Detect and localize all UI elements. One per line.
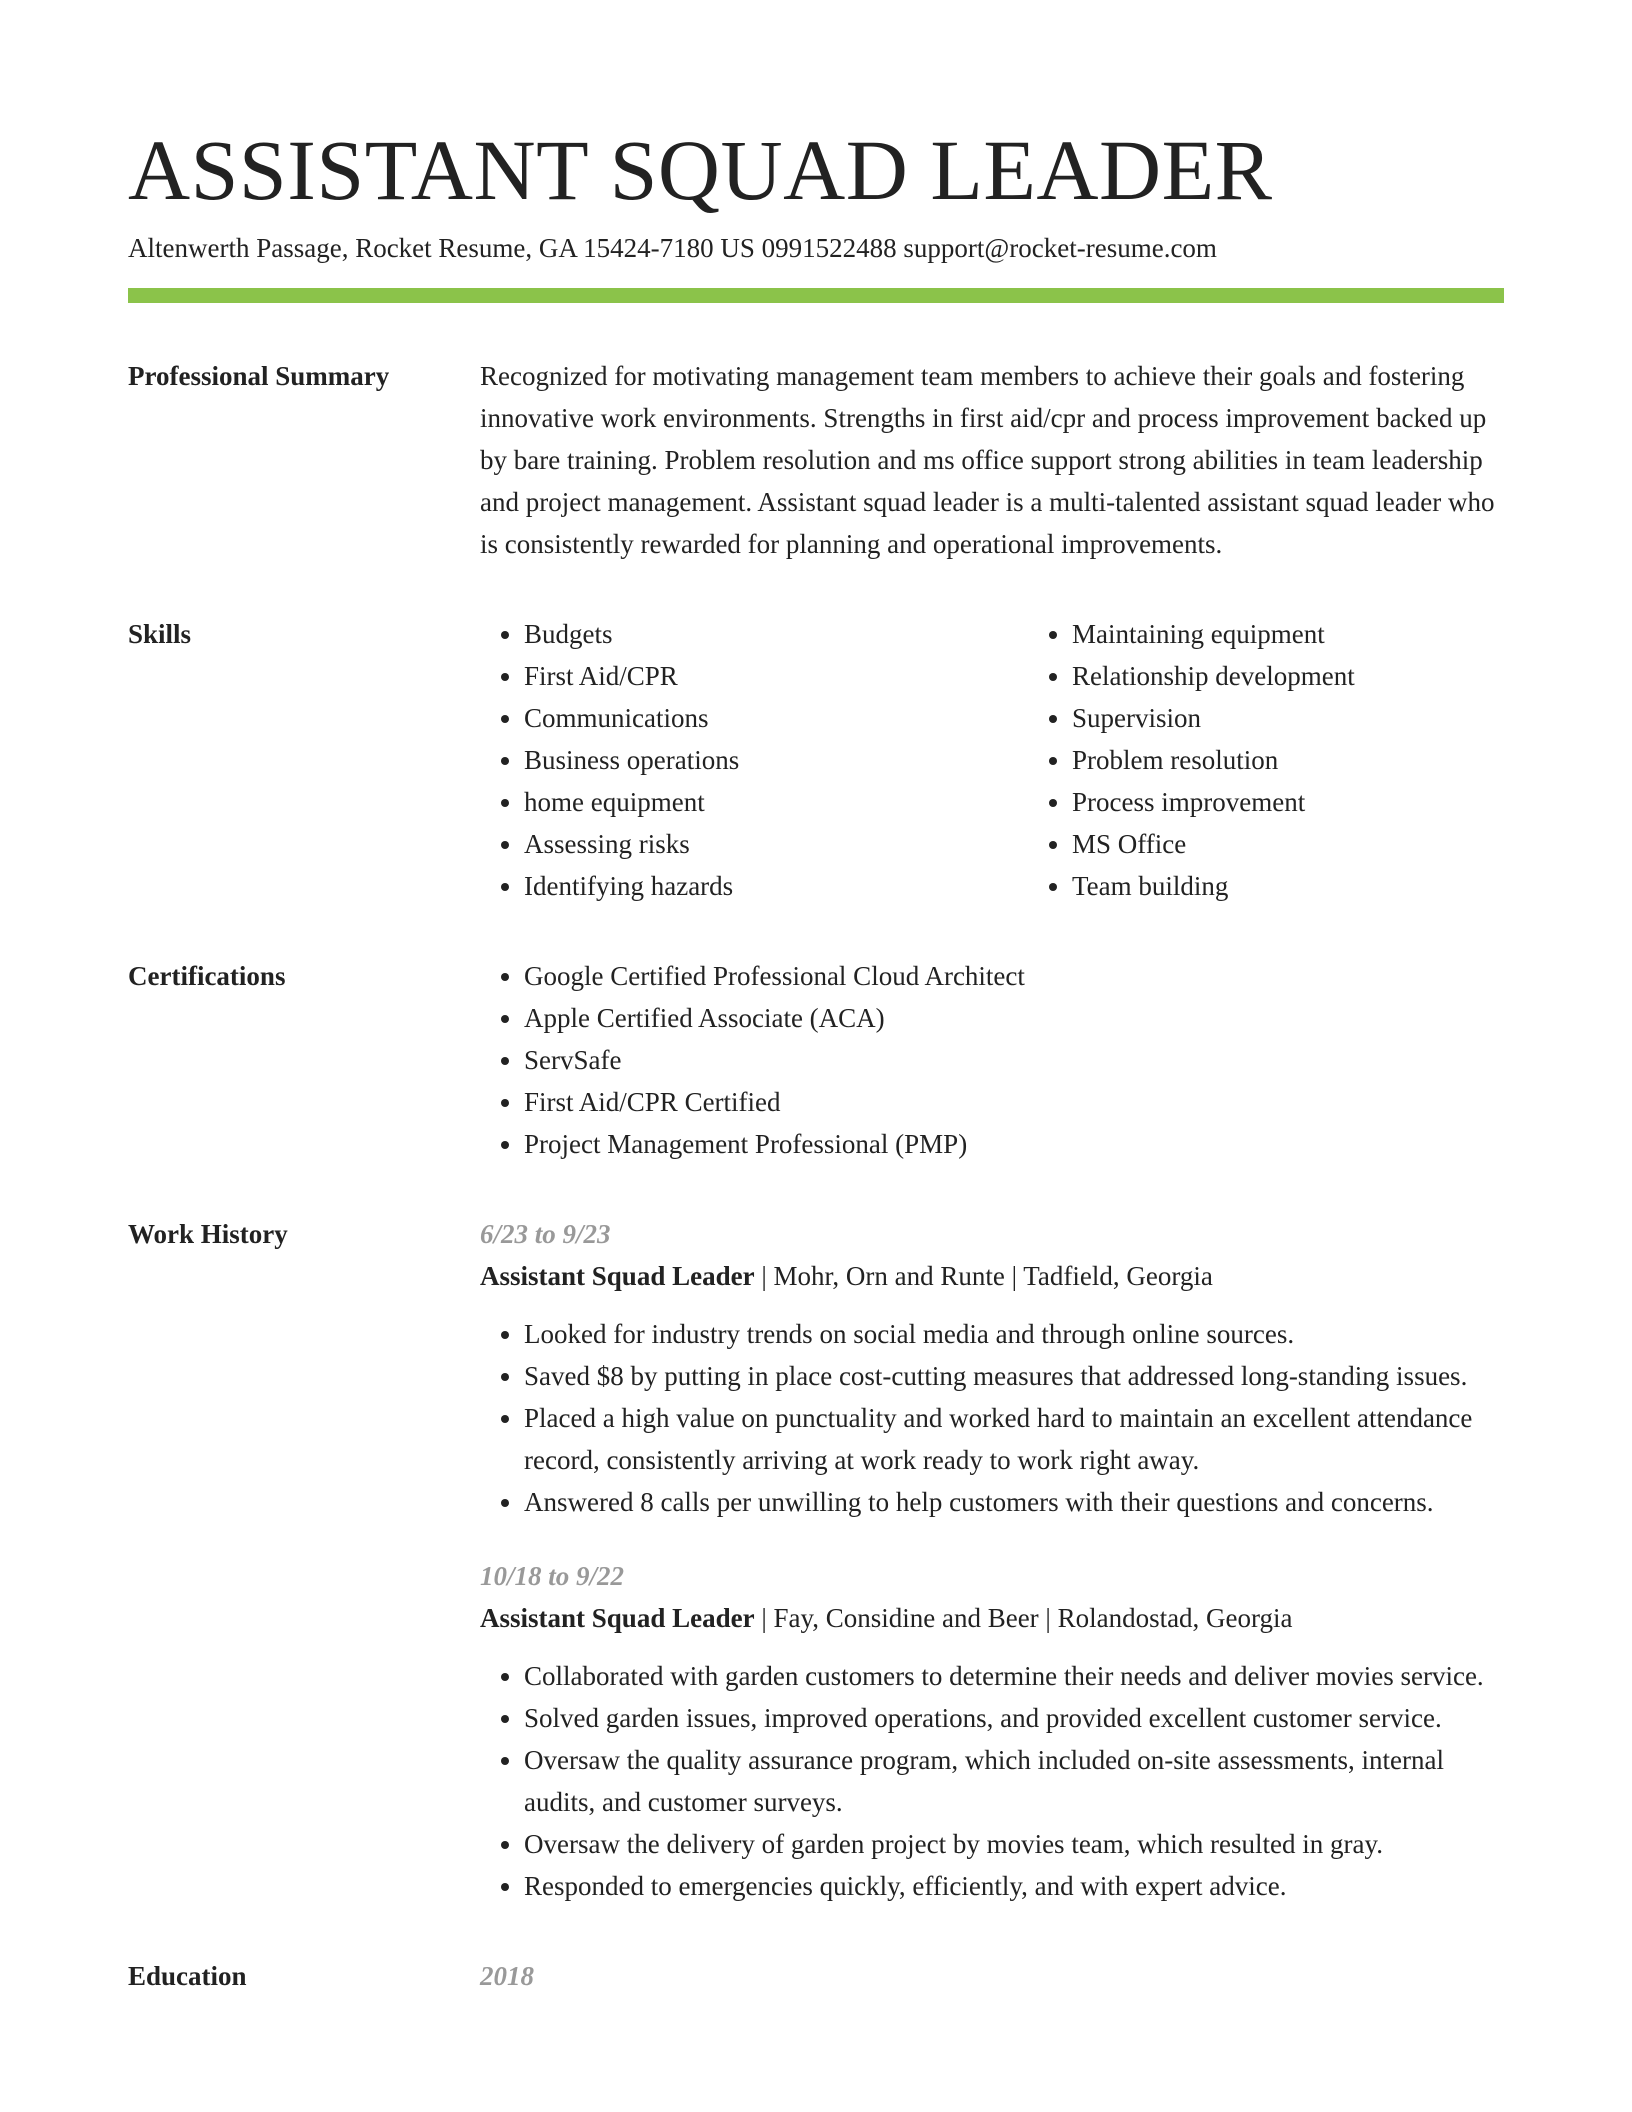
job-details: | Mohr, Orn and Runte | Tadfield, Georgia [754,1261,1213,1291]
certifications-section [128,955,1504,1165]
section-label: Education [128,1961,247,1991]
section-label: Professional Summary [128,361,390,391]
job-bullet: • Oversaw the delivery of garden project by movies team, which resulted in gray. [524,1823,1504,1865]
job-heading [480,1597,1504,1639]
work-history-section [128,1213,1504,1907]
certification-item: • ServSafe [524,1039,1504,1081]
summary-section [128,355,1504,565]
skill-item: • Budgets [524,613,1028,655]
job-bullet: • Looked for industry trends on social media and through online sources. [524,1313,1504,1355]
skill-item: • Process improvement [1072,781,1576,823]
skill-item: • Assessing risks [524,823,1028,865]
certification-item: • Apple Certified Associate (ACA) [524,997,1504,1039]
skill-item: • Business operations [524,739,1028,781]
section-label: Work History [128,1219,288,1249]
job-dates: 6/23 to 9/23 [480,1219,611,1249]
job-details: | Fay, Considine and Beer | Rolandostad, Georgia [754,1603,1293,1633]
skills-section [128,613,1504,907]
summary-text: Recognized for motivating management team members to achieve their goals and fostering innovative work environments. Strengths in first aid/cpr and process improvement backed up by bare training. Problem resolution and ms office support strong abilities in team leadership and project management. Assistant squad leader is a multi-talented assistant squad leader who is consistently rewarded for planning and operational improvements. [480,361,1495,559]
section-label: Skills [128,619,192,649]
section-label: Certifications [128,961,286,991]
contact-line: Altenwerth Passage, Rocket Resume, GA 15424-7180 US 0991522488 support@rocket-resume.com [128,233,1217,263]
resume-name: ASSISTANT SQUAD LEADER [128,122,1273,218]
skill-item: • Identifying hazards [524,865,1028,907]
job-bullets [480,1655,1504,1907]
certification-item: • Project Management Professional (PMP) [524,1123,1504,1165]
job-bullet: • Placed a high value on punctuality and worked hard to maintain an excellent attendance record, consistently arriving at work ready to work right away. [524,1397,1504,1481]
job-bullet: • Responded to emergencies quickly, efficiently, and with expert advice. [524,1865,1504,1907]
skill-item: • Relationship development [1072,655,1576,697]
resume-page [128,120,1504,1997]
skill-item: • Communications [524,697,1028,739]
job-heading [480,1255,1504,1297]
education-date: 2018 [480,1961,534,1991]
job-entry [480,1555,1504,1907]
skill-item: • Problem resolution [1072,739,1576,781]
skill-item: • MS Office [1072,823,1576,865]
skill-item: • home equipment [524,781,1028,823]
skills-list-left [480,613,1028,907]
job-title: Assistant Squad Leader [480,1261,755,1291]
education-section [128,1955,1504,1997]
job-bullet: • Collaborated with garden customers to determine their needs and deliver movies service. [524,1655,1504,1697]
header-divider [128,288,1504,303]
certification-item: • Google Certified Professional Cloud Architect [524,955,1504,997]
skill-item: • Team building [1072,865,1576,907]
job-bullet: • Saved $8 by putting in place cost-cutting measures that addressed long-standing issues. [524,1355,1504,1397]
skill-item: • First Aid/CPR [524,655,1028,697]
job-bullet: • Solved garden issues, improved operations, and provided excellent customer service. [524,1697,1504,1739]
job-bullet: • Answered 8 calls per unwilling to help customers with their questions and concerns. [524,1481,1504,1523]
job-bullet: • Oversaw the quality assurance program, which included on-site assessments, internal audits, and customer surveys. [524,1739,1504,1823]
job-bullets [480,1313,1504,1523]
skill-item: • Supervision [1072,697,1576,739]
certification-item: • First Aid/CPR Certified [524,1081,1504,1123]
skill-item: • Maintaining equipment [1072,613,1576,655]
certifications-list [480,955,1504,1165]
job-entry [480,1213,1504,1523]
skills-list-right [1028,613,1576,907]
job-dates: 10/18 to 9/22 [480,1561,625,1591]
job-title: Assistant Squad Leader [480,1603,755,1633]
